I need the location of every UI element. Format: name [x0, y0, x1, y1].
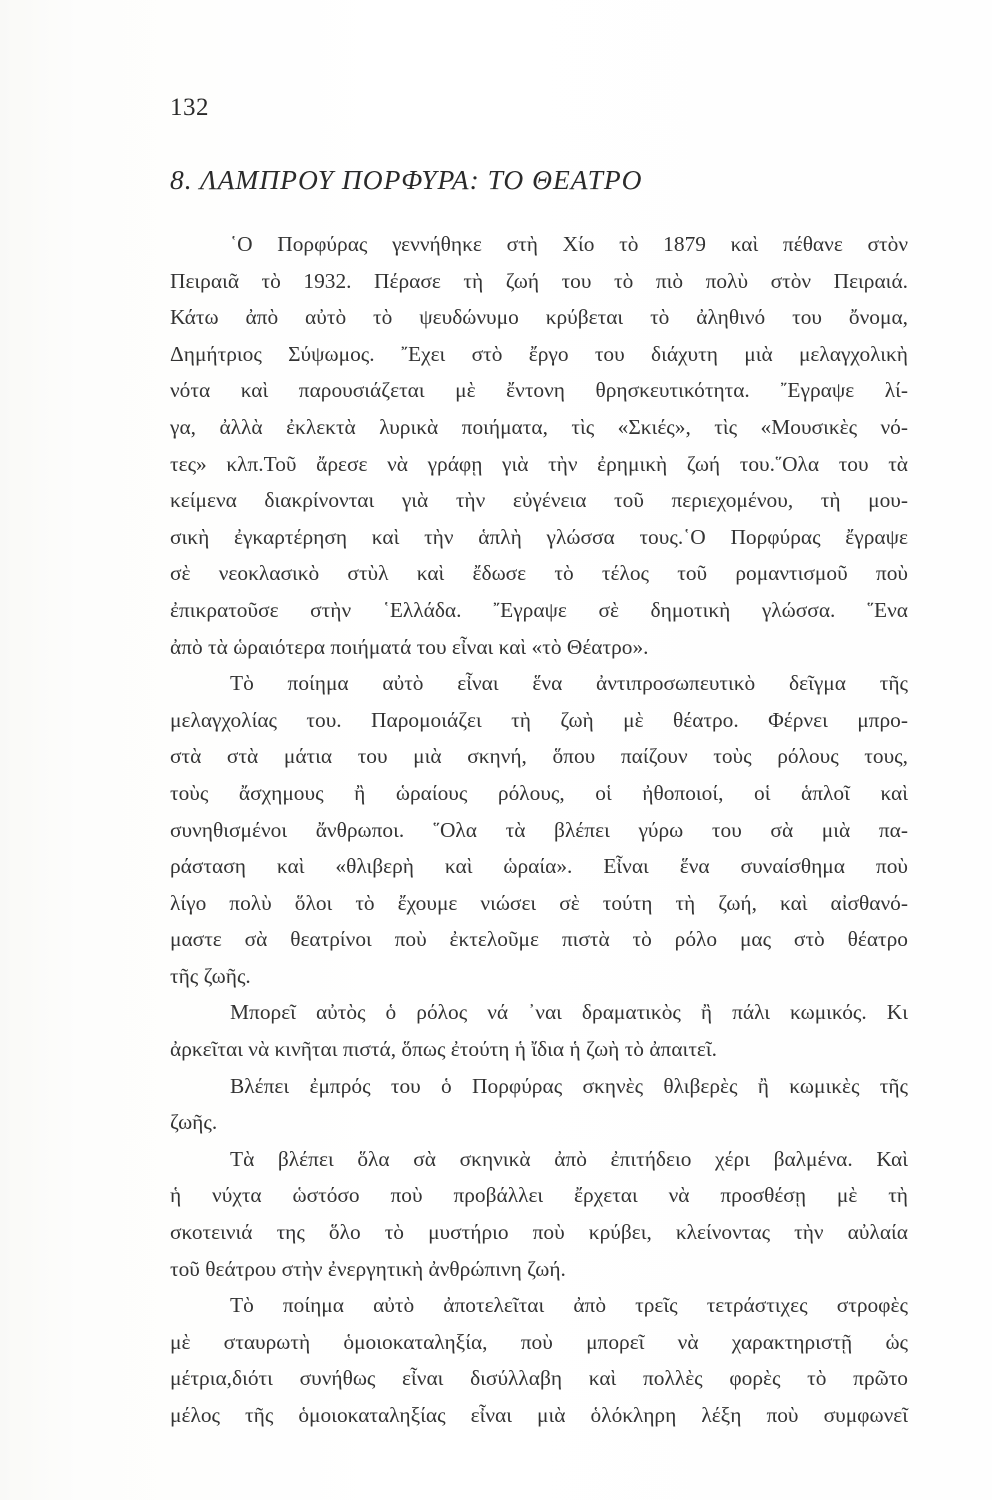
text-line: Βλέπει ἐμπρός του ὁ Πορφύρας σκηνὲς θλιβερὲς ἢ κωμικὲς τῆς	[230, 1073, 908, 1098]
text-line: Τὰ βλέπει ὅλα σὰ σκηνικὰ ἀπὸ ἐπιτήδειο χέρι βαλμένα. Καὶ	[230, 1146, 908, 1171]
text-line: Δημήτριος Σύψωμος. ῎Εχει στὸ ἔργο του διάχυτη μιὰ μελαγχολικὴ	[170, 341, 908, 366]
text-line: τοῦ θεάτρου στὴν ἐνεργητικὴ ἀνθρώπινη ζωή.	[170, 1256, 566, 1281]
text-line: ἀπὸ τὰ ὡραιότερα ποιήματά του εἶναι καὶ «τὸ Θέατρο».	[170, 634, 649, 659]
chapter-title: 8. ΛΑΜΠΡΟΥ ΠΟΡΦΥΡΑ: ΤΟ ΘΕΑΤΡΟ	[170, 164, 643, 195]
text-line: μελαγχολίας του. Παρομοιάζει τὴ ζωὴ μὲ θέατρο. Φέρνει μπρο-	[170, 707, 908, 732]
text-line: ῾Ο Πορφύρας γεννήθηκε στὴ Χίο τὸ 1879 καὶ πέθανε στὸν	[230, 232, 908, 256]
text-line: στὰ στὰ μάτια του μιὰ σκηνή, ὅπου παίζουν τοὺς ρόλους τους,	[170, 744, 908, 769]
text-line: σὲ νεοκλασικὸ στὺλ καὶ ἔδωσε τὸ τέλος τοῦ ρομαντισμοῦ ποὺ	[170, 561, 908, 586]
text-line: μέλος τῆς ὁμοιοκαταληξίας εἶναι μιὰ ὁλόκληρη λέξη ποὺ συμφωνεῖ	[170, 1403, 908, 1427]
text-line: Μπορεῖ αὐτὸς ὁ ρόλος νά ᾿ναι δραματικὸς ἢ πάλι κωμικός. Κι	[230, 1000, 908, 1025]
text-line: μέτρια,διότι συνήθως εἶναι δισύλλαβη καὶ πολλὲς φορὲς τὸ πρῶτο	[170, 1366, 908, 1391]
text-line: ἡ νύχτα ὡστόσο ποὺ προβάλλει ἔρχεται νὰ προσθέσῃ μὲ τὴ	[170, 1183, 908, 1208]
text-line: ζωῆς.	[170, 1110, 218, 1135]
text-line: τοὺς ἄσχημους ἢ ὡραίους ρόλους, οἱ ἠθοποιοί, οἱ ἁπλοῖ καὶ	[170, 780, 908, 805]
text-line: ἀρκεῖται νὰ κινῆται πιστά, ὅπως ἐτούτη ἡ ἴδια ἡ ζωὴ τὸ ἀπαιτεῖ.	[170, 1037, 717, 1062]
page-number: 132	[170, 94, 209, 121]
text-line: Τὸ ποίημα αὐτὸ εἶναι ἕνα ἀντιπροσωπευτικὸ δεῖγμα τῆς	[230, 671, 908, 696]
text-line: μὲ σταυρωτὴ ὁμοιοκαταληξία, ποὺ μπορεῖ νὰ χαρακτηριστῇ ὡς	[170, 1329, 908, 1354]
text-line: τῆς ζωῆς.	[170, 963, 251, 988]
text-line: ράσταση καὶ «θλιβερὴ καὶ ὡραία». Εἶναι ἕνα συναίσθημα ποὺ	[170, 854, 908, 879]
text-line: λίγο πολὺ ὅλοι τὸ ἔχουμε νιώσει σὲ τούτη τὴ ζωή, καὶ αἰσθανό-	[170, 890, 908, 915]
text-line: κείμενα διακρίνονται γιὰ τὴν εὐγένεια τοῦ περιεχομένου, τὴ μου-	[170, 488, 908, 513]
text-line: μαστε σὰ θεατρίνοι ποὺ ἐκτελοῦμε πιστὰ τὸ ρόλο μας στὸ θέατρο	[170, 927, 908, 952]
text-line: σικὴ ἐγκαρτέρηση καὶ τὴν ἁπλὴ γλώσσα τους.῾Ο Πορφύρας ἔγραψε	[170, 524, 908, 549]
text-line: νότα καὶ παρουσιάζεται μὲ ἔντονη θρησκευτικότητα. ῎Εγραψε λί-	[170, 378, 908, 403]
text-line: Κάτω ἀπὸ αὐτὸ τὸ ψευδώνυμο κρύβεται τὸ ἀληθινό του ὄνομα,	[170, 305, 908, 330]
text-line: Πειραιᾶ τὸ 1932. Πέρασε τὴ ζωή του τὸ πιὸ πολὺ στὸν Πειραιά.	[170, 268, 908, 293]
body-text	[170, 226, 908, 1434]
text-line: συνηθισμένοι ἄνθρωποι. ῞Ολα τὰ βλέπει γύρω του σὰ μιὰ πα-	[170, 817, 908, 842]
text-line: τες» κλπ.Τοῦ ἄρεσε νὰ γράφῃ γιὰ τὴν ἐρημικὴ ζωή του.῞Ολα του τὰ	[170, 451, 908, 476]
text-line: σκοτεινιά της ὅλο τὸ μυστήριο ποὺ κρύβει, κλείνοντας τὴν αὐλαία	[170, 1220, 908, 1245]
text-line: ἐπικρατοῦσε στὴν ῾Ελλάδα. ῎Εγραψε σὲ δημοτικὴ γλώσσα. ῞Ενα	[170, 597, 908, 622]
text-line: γα, ἀλλὰ ἐκλεκτὰ λυρικὰ ποιήματα, τὶς «Σκιές», τὶς «Μουσικὲς νό-	[170, 414, 908, 439]
text-line: Τὸ ποίημα αὐτὸ ἀποτελεῖται ἀπὸ τρεῖς τετράστιχες στροφὲς	[230, 1293, 908, 1318]
